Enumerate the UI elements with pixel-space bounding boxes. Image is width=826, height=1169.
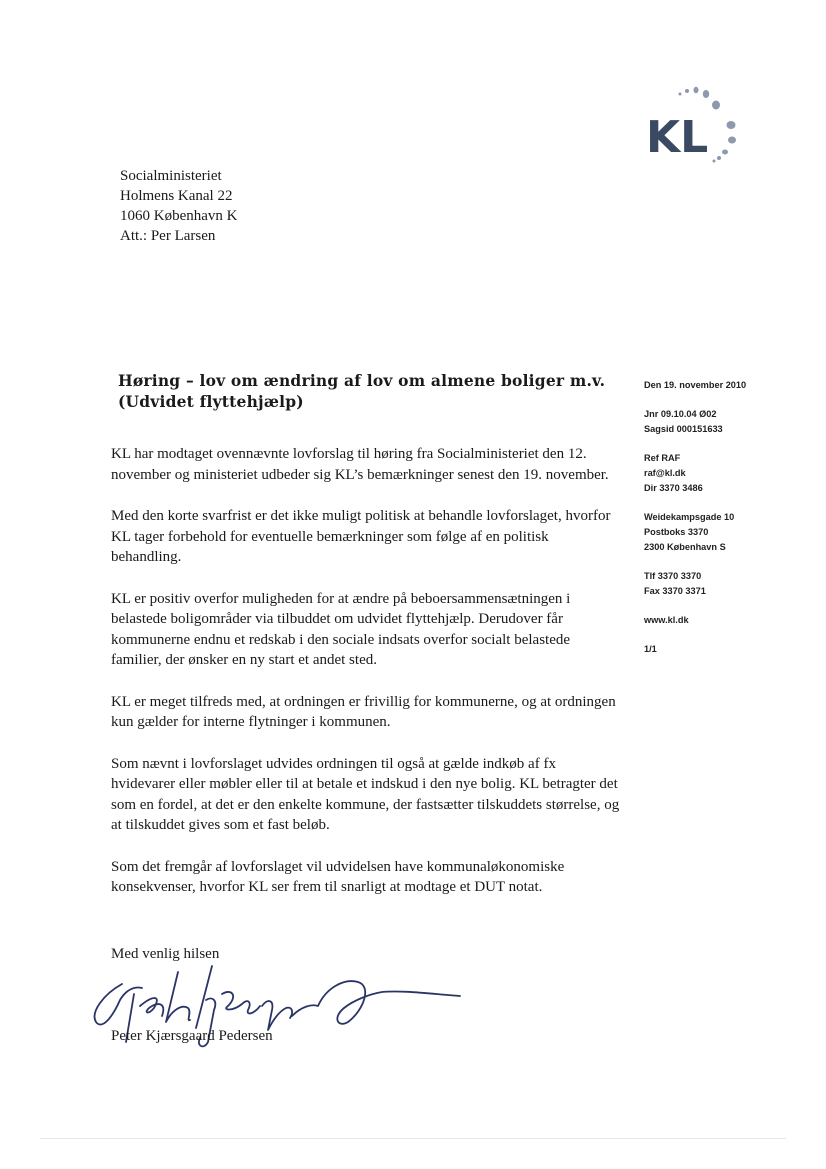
- website: www.kl.dk: [644, 615, 689, 625]
- letter-body: [111, 444, 621, 919]
- body-paragraph: KL har modtaget ovennævnte lovforslag til høring fra Socialministeriet den 12. november og ministeriet udbeder sig KL’s bemærkninger senest den 19. november.: [111, 446, 609, 483]
- page-bottom-rule: [40, 1138, 786, 1139]
- recipient-line: Socialministeriet: [120, 168, 222, 184]
- subject-line-1: Høring – lov om ændring af lov om almene boliger m.v.: [118, 371, 606, 390]
- postal-address-group: [644, 510, 794, 555]
- kl-logo: [640, 82, 760, 182]
- recipient-line: Holmens Kanal 22: [120, 188, 233, 204]
- contact-group: [644, 451, 794, 496]
- direct-phone: Dir 3370 3486: [644, 483, 703, 493]
- reference-group: [644, 407, 794, 437]
- subject-line-2: (Udvidet flyttehjælp): [118, 392, 304, 411]
- recipient-line: Att.: Per Larsen: [120, 228, 216, 244]
- closing-greeting: Med venlig hilsen: [111, 946, 220, 962]
- body-paragraph: KL er meget tilfreds med, at ordningen er frivillig for kommunerne, og at ordningen kun gælder for interne flytninger i kommunen.: [111, 693, 616, 730]
- logo-text: KL: [646, 112, 709, 163]
- recipient-line: 1060 København K: [120, 208, 238, 224]
- recipient-address: [120, 166, 237, 246]
- contact-email: raf@kl.dk: [644, 468, 686, 478]
- body-paragraph: Som nævnt i lovforslaget udvides ordningen til også at gælde indkøb af fx hvidevarer eller møbler eller til at betale et indskud i den nye bolig. KL betragter det som en fordel, at det er den enkelte kommune, der fastsætter tilskuddets størrelse, og at tilskuddet gives som et fast beløb.: [111, 755, 620, 833]
- street-address: Weidekampsgade 10: [644, 512, 735, 522]
- postbox: Postboks 3370: [644, 527, 709, 537]
- phone-group: [644, 569, 794, 599]
- postal-city: 2300 København S: [644, 542, 726, 552]
- case-id: Sagsid 000151633: [644, 424, 723, 434]
- letter-date: Den 19. november 2010: [644, 380, 747, 390]
- body-paragraph: Som det fremgår af lovforslaget vil udvidelsen have kommunaløkonomiske konsekvenser, hvorfor KL ser frem til snarligt at modtage et DUT notat.: [111, 858, 565, 895]
- web-group: [644, 613, 794, 628]
- journal-number: Jnr 09.10.04 Ø02: [644, 409, 717, 419]
- body-paragraph: KL er positiv overfor muligheden for at ændre på beboersammensætningen i belastede boligområder via tilbuddet om udvidet flyttehjælp. Derudover får kommunerne endnu et redskab i den sociale indsats overfor socialt belastede familier, der ønsker en ny start et andet sted.: [111, 590, 571, 668]
- main-phone: Tlf 3370 3370: [644, 571, 702, 581]
- signatory-name: Peter Kjærsgaard Pedersen: [111, 1028, 273, 1044]
- letter-meta-sidebar: [644, 378, 794, 657]
- body-paragraph: Med den korte svarfrist er det ikke muligt politisk at behandle lovforslaget, hvorfor KL tager forbehold for eventuelle bemærkninger som følge af en politisk behandling.: [111, 508, 611, 565]
- fax-number: Fax 3370 3371: [644, 586, 706, 596]
- page-number: 1/1: [644, 644, 657, 654]
- ref-initials: Ref RAF: [644, 453, 681, 463]
- letter-subject: [118, 370, 618, 412]
